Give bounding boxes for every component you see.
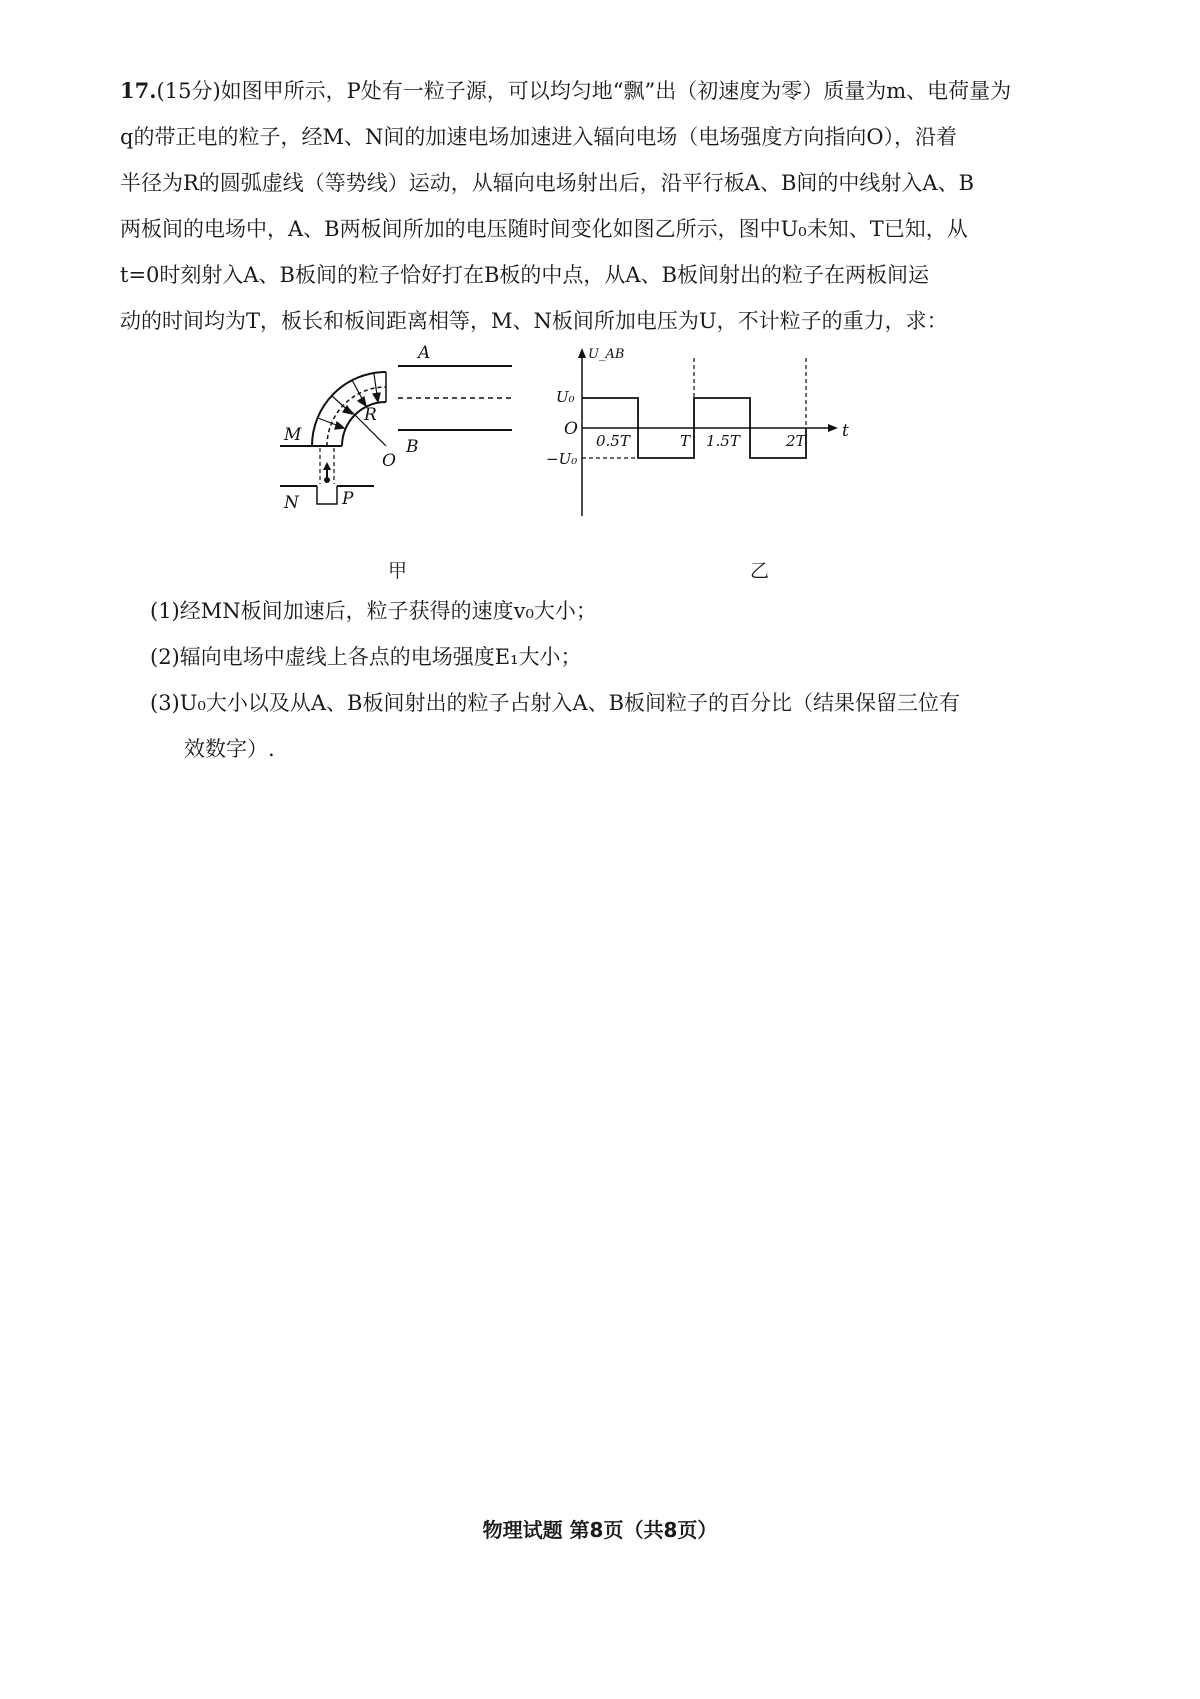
label-u0: U₀ [556, 388, 575, 406]
label-o: O [382, 451, 396, 471]
problem-line-2: q的带正电的粒子，经M、N间的加速电场加速进入辐向电场（电场强度方向指向O），沿着 [120, 125, 958, 149]
label-n: N [284, 493, 299, 513]
tick-1-5t: 1.5T [706, 432, 740, 450]
tick-t: T [680, 432, 691, 450]
figure-jia [284, 338, 550, 528]
figure-yi [546, 338, 890, 528]
particle-dot [324, 477, 330, 483]
label-r: R [364, 405, 377, 425]
problem-line-1: 17.(15分)如图甲所示，P处有一粒子源，可以均匀地“飘”出（初速度为零）质量为m、电荷量为 [120, 78, 1012, 103]
problem-line-5: t=0时刻射入A、B板间的粒子恰好打在B板的中点，从A、B板间射出的粒子在两板间运 [120, 263, 930, 287]
question-3: (3)U₀大小以及从A、B板间射出的粒子占射入A、B板间粒子的百分比（结果保留三位有 [150, 691, 961, 715]
figures [284, 338, 970, 588]
source-p-box [317, 486, 337, 504]
x-axis-arrow [828, 424, 838, 432]
question-1: (1)经MN板间加速后，粒子获得的速度v₀大小； [150, 599, 597, 623]
label-p: P [342, 489, 354, 509]
problem-statement [120, 68, 1080, 344]
y-axis-arrow [578, 348, 586, 358]
label-t-axis: t [842, 421, 849, 441]
label-neg-u0: −U₀ [546, 450, 578, 468]
label-a: A [418, 343, 431, 363]
caption-yi: 乙 [750, 560, 770, 582]
tick-2t: 2T [786, 432, 806, 450]
particle-arrow [323, 462, 331, 470]
problem-line-6: 动的时间均为T，板长和板间距离相等，M、N板间所加电压为U，不计粒子的重力，求： [120, 309, 948, 333]
question-3-cont: 效数字）. [184, 737, 275, 761]
tick-0-5t: 0.5T [596, 432, 630, 450]
page-footer: 物理试题 第8页（共8页） [482, 1518, 718, 1542]
label-uab: U_AB [588, 347, 625, 362]
label-origin: O [564, 419, 578, 439]
problem-line-4: 两板间的电场中，A、B两板间所加的电压随时间变化如图乙所示，图中U₀未知、T已知，从 [120, 217, 968, 241]
problem-line-3: 半径为R的圆弧虚线（等势线）运动，从辐向电场射出后，沿平行板A、B间的中线射入A、B [120, 171, 975, 195]
question-2: (2)辐向电场中虚线上各点的电场强度E₁大小； [150, 645, 582, 669]
problem-number: 17. [120, 78, 157, 103]
label-m: M [284, 425, 302, 445]
label-b: B [406, 437, 419, 457]
caption-jia: 甲 [388, 560, 408, 582]
questions [150, 588, 1080, 772]
